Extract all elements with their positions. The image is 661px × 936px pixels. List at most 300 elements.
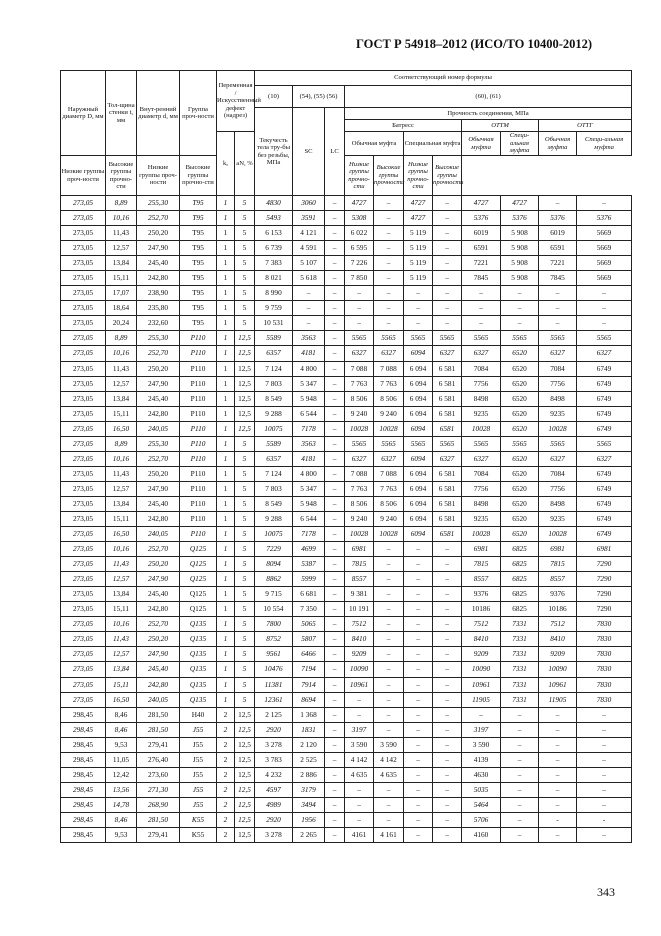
header-formula-number: Соответствующий номер формулы — [255, 71, 632, 86]
table-cell: 5 — [235, 466, 255, 481]
table-cell: – — [293, 301, 325, 316]
header-ottg-regular: Обычная муфта — [539, 132, 577, 156]
table-cell: 2 — [217, 797, 235, 812]
table-cell: 6327 — [433, 346, 462, 361]
table-cell: 6 094 — [404, 406, 433, 421]
table-cell: 298,45 — [61, 782, 106, 797]
table-cell: – — [325, 391, 345, 406]
table-cell: 3591 — [293, 211, 325, 226]
table-cell: – — [433, 812, 462, 827]
table-cell: 5 — [235, 557, 255, 572]
table-cell: 4181 — [293, 451, 325, 466]
page-number: 343 — [597, 885, 615, 899]
table-cell: 5 — [235, 587, 255, 602]
table-cell: 9 759 — [255, 301, 293, 316]
table-cell: P110 — [180, 527, 217, 542]
table-cell: 298,45 — [61, 797, 106, 812]
table-cell: – — [404, 647, 433, 662]
table-row — [61, 256, 632, 271]
table-cell: 1 — [217, 617, 235, 632]
table-row — [61, 722, 632, 737]
table-cell: 6 581 — [433, 406, 462, 421]
table-cell: 4181 — [293, 346, 325, 361]
table-cell: 1 — [217, 406, 235, 421]
table-cell: 6825 — [501, 542, 539, 557]
table-cell: 1831 — [293, 722, 325, 737]
table-cell: 11381 — [255, 677, 293, 692]
table-cell: 7845 — [539, 271, 577, 286]
table-cell: 5706 — [462, 812, 501, 827]
table-cell: – — [404, 767, 433, 782]
table-cell: 273,05 — [61, 436, 106, 451]
table-cell: Q135 — [180, 632, 217, 647]
table-cell: – — [501, 812, 539, 827]
table-cell: 279,41 — [137, 827, 180, 842]
table-cell: 5 908 — [501, 271, 539, 286]
header-high-2: Высокие группы прочно-сти — [180, 156, 217, 196]
table-cell: 10961 — [462, 677, 501, 692]
table-cell: 12,5 — [235, 752, 255, 767]
header-high-3: Высокие группы прочности — [374, 156, 404, 196]
table-cell: 6 094 — [404, 466, 433, 481]
table-cell: 13,84 — [106, 391, 137, 406]
table-cell: 5565 — [433, 436, 462, 451]
table-cell: 4 635 — [345, 767, 374, 782]
table-cell: 8498 — [539, 496, 577, 511]
table-cell: 273,05 — [61, 271, 106, 286]
table-cell: J55 — [180, 722, 217, 737]
table-row — [61, 406, 632, 421]
table-cell: – — [325, 737, 345, 752]
table-row — [61, 391, 632, 406]
table-cell: 5 107 — [293, 256, 325, 271]
table-cell: 5035 — [462, 782, 501, 797]
table-cell: – — [345, 812, 374, 827]
table-cell: 5 — [235, 542, 255, 557]
table-cell: 273,05 — [61, 602, 106, 617]
table-cell: 279,41 — [137, 737, 180, 752]
table-cell: Q125 — [180, 587, 217, 602]
table-cell: 10090 — [345, 662, 374, 677]
table-cell: 8862 — [255, 572, 293, 587]
table-cell: 5376 — [501, 211, 539, 226]
table-cell: – — [501, 827, 539, 842]
table-row — [61, 767, 632, 782]
header-ottg-special: Специ-альная муфта — [577, 132, 632, 156]
table-cell: 1 — [217, 451, 235, 466]
table-cell: 6 022 — [345, 226, 374, 241]
table-cell: 9 240 — [374, 511, 404, 526]
table-cell: 6981 — [539, 542, 577, 557]
table-cell: 9235 — [462, 511, 501, 526]
table-row — [61, 271, 632, 286]
table-cell: 5 618 — [293, 271, 325, 286]
table-cell: P110 — [180, 511, 217, 526]
table-cell: – — [325, 226, 345, 241]
table-cell: 238,90 — [137, 286, 180, 301]
table-cell: 6520 — [501, 496, 539, 511]
table-cell: 10028 — [345, 421, 374, 436]
table-row — [61, 587, 632, 602]
table-cell: 5999 — [293, 572, 325, 587]
table-cell: 10075 — [255, 421, 293, 436]
table-cell: 11,43 — [106, 226, 137, 241]
table-cell: 8 506 — [345, 391, 374, 406]
table-cell: Q125 — [180, 557, 217, 572]
table-cell: – — [374, 316, 404, 331]
table-cell: 8498 — [462, 391, 501, 406]
table-cell: 6094 — [404, 527, 433, 542]
table-cell: 6825 — [501, 602, 539, 617]
table-cell: 7756 — [539, 376, 577, 391]
table-cell: 10075 — [255, 527, 293, 542]
table-cell: 1 — [217, 496, 235, 511]
table-cell: – — [539, 782, 577, 797]
table-cell: 6591 — [539, 241, 577, 256]
table-cell: – — [539, 797, 577, 812]
table-cell: 4 800 — [293, 361, 325, 376]
table-cell: 1 — [217, 692, 235, 707]
header-formula-60: (60), (61) — [345, 86, 632, 108]
table-cell: – — [577, 196, 632, 211]
table-cell: – — [501, 782, 539, 797]
table-cell: – — [433, 241, 462, 256]
table-cell: – — [345, 797, 374, 812]
table-cell: – — [325, 677, 345, 692]
table-cell: 4 232 — [255, 767, 293, 782]
table-cell: – — [325, 376, 345, 391]
table-cell: – — [433, 782, 462, 797]
table-cell: Q135 — [180, 662, 217, 677]
table-cell: 5 908 — [501, 241, 539, 256]
header-ottg: ОТТГ — [539, 120, 632, 132]
table-cell: 5 — [235, 241, 255, 256]
table-cell: 7229 — [255, 542, 293, 557]
table-cell: 6749 — [577, 391, 632, 406]
table-cell: 14,78 — [106, 797, 137, 812]
table-cell: 3 590 — [374, 737, 404, 752]
table-cell: Q135 — [180, 647, 217, 662]
table-cell: 6327 — [433, 451, 462, 466]
table-cell: 5 119 — [404, 226, 433, 241]
table-cell: 12,5 — [235, 391, 255, 406]
table-cell: – — [325, 527, 345, 542]
table-cell: – — [325, 557, 345, 572]
table-row — [61, 617, 632, 632]
table-cell: 7 226 — [345, 256, 374, 271]
table-cell: 6520 — [501, 376, 539, 391]
table-cell: 5464 — [462, 797, 501, 812]
table-cell: 10028 — [374, 421, 404, 436]
table-cell: 5 — [235, 286, 255, 301]
table-row — [61, 707, 632, 722]
table-cell: 1 — [217, 331, 235, 346]
table-cell: 2 — [217, 827, 235, 842]
table-cell: 11,05 — [106, 752, 137, 767]
table-cell: 7800 — [255, 617, 293, 632]
table-cell: - — [577, 812, 632, 827]
table-cell: 8 506 — [374, 496, 404, 511]
table-cell: 240,05 — [137, 421, 180, 436]
table-cell: 8,89 — [106, 196, 137, 211]
table-cell: 273,05 — [61, 301, 106, 316]
table-cell: 245,40 — [137, 662, 180, 677]
table-cell: 7830 — [577, 617, 632, 632]
table-cell: 4 591 — [293, 241, 325, 256]
table-cell: 7830 — [577, 677, 632, 692]
header-high-4: Высокие группы прочности — [433, 156, 462, 196]
table-cell: – — [374, 196, 404, 211]
table-cell: 7331 — [501, 647, 539, 662]
table-cell: 12,57 — [106, 647, 137, 662]
table-cell: 273,05 — [61, 196, 106, 211]
table-cell: 273,05 — [61, 481, 106, 496]
table-cell: 16,50 — [106, 692, 137, 707]
table-cell: 7 088 — [345, 466, 374, 481]
table-cell: 273,05 — [61, 677, 106, 692]
table-cell: 5 — [235, 301, 255, 316]
table-cell: 2 — [217, 752, 235, 767]
table-cell: 1 — [217, 587, 235, 602]
table-cell: 298,45 — [61, 722, 106, 737]
table-cell: – — [433, 827, 462, 842]
table-cell: 8410 — [539, 632, 577, 647]
table-cell: 4727 — [404, 211, 433, 226]
table-row — [61, 436, 632, 451]
table-cell: 5669 — [577, 241, 632, 256]
table-cell: 7194 — [293, 662, 325, 677]
table-cell: 12,5 — [235, 722, 255, 737]
table-cell: 2 — [217, 812, 235, 827]
table-cell: 8094 — [255, 557, 293, 572]
table-cell: – — [325, 692, 345, 707]
table-cell: 6 581 — [433, 496, 462, 511]
table-cell: – — [577, 737, 632, 752]
table-cell: – — [433, 722, 462, 737]
table-cell: 273,05 — [61, 316, 106, 331]
table-cell: 4727 — [462, 196, 501, 211]
table-cell: 8,89 — [106, 331, 137, 346]
table-cell: – — [404, 782, 433, 797]
table-cell: 5 119 — [404, 271, 433, 286]
table-cell: 1 — [217, 226, 235, 241]
table-cell: – — [293, 316, 325, 331]
table-cell: – — [433, 797, 462, 812]
table-cell: 1 — [217, 211, 235, 226]
table-cell: 7178 — [293, 527, 325, 542]
table-cell: 6 581 — [433, 481, 462, 496]
table-cell: 3563 — [293, 436, 325, 451]
table-cell: 273,05 — [61, 511, 106, 526]
table-cell: 9235 — [539, 406, 577, 421]
table-cell: 5 — [235, 256, 255, 271]
table-cell: 1 — [217, 391, 235, 406]
table-cell: 9235 — [462, 406, 501, 421]
table-cell: – — [501, 707, 539, 722]
table-cell: 7 803 — [255, 376, 293, 391]
table-cell: 9209 — [539, 647, 577, 662]
table-row — [61, 301, 632, 316]
table-cell: 1 — [217, 542, 235, 557]
table-cell: 8752 — [255, 632, 293, 647]
table-cell: 255,30 — [137, 436, 180, 451]
table-cell: 6825 — [501, 557, 539, 572]
table-cell: 273,05 — [61, 331, 106, 346]
table-cell: P110 — [180, 406, 217, 421]
table-cell: 10028 — [539, 527, 577, 542]
table-cell: – — [325, 331, 345, 346]
table-cell: 7512 — [539, 617, 577, 632]
table-cell: – — [539, 722, 577, 737]
table-cell: – — [433, 301, 462, 316]
table-cell: 4 800 — [293, 466, 325, 481]
table-cell: 5 347 — [293, 481, 325, 496]
table-cell: 7331 — [501, 677, 539, 692]
table-row — [61, 797, 632, 812]
table-cell: – — [325, 421, 345, 436]
table-cell: 4830 — [255, 196, 293, 211]
table-cell: 10,16 — [106, 542, 137, 557]
table-cell: 12,57 — [106, 376, 137, 391]
table-cell: 273,05 — [61, 587, 106, 602]
table-cell: – — [374, 271, 404, 286]
table-cell: 245,40 — [137, 587, 180, 602]
table-cell: 4 121 — [293, 226, 325, 241]
table-cell: 250,20 — [137, 557, 180, 572]
table-cell: 5 — [235, 527, 255, 542]
table-cell: 6520 — [501, 527, 539, 542]
table-cell: 242,80 — [137, 271, 180, 286]
table-cell: 242,80 — [137, 406, 180, 421]
table-cell: 7290 — [577, 572, 632, 587]
header-ka: kₐ — [217, 132, 235, 196]
table-cell: – — [404, 737, 433, 752]
table-cell: 1 368 — [293, 707, 325, 722]
table-cell: 6749 — [577, 406, 632, 421]
table-cell: 6520 — [501, 391, 539, 406]
table-cell: 6019 — [539, 226, 577, 241]
table-cell: 3494 — [293, 797, 325, 812]
table-row — [61, 346, 632, 361]
header-special-coupling: Специальная муфта — [404, 132, 462, 156]
table-cell: – — [374, 662, 404, 677]
table-cell: 11,43 — [106, 361, 137, 376]
table-cell: 6981 — [345, 542, 374, 557]
table-cell: 6581 — [433, 527, 462, 542]
table-cell: – — [577, 767, 632, 782]
table-cell: – — [577, 827, 632, 842]
table-cell: 5493 — [255, 211, 293, 226]
table-cell: 5308 — [345, 211, 374, 226]
table-cell: 10090 — [462, 662, 501, 677]
table-cell: – — [404, 827, 433, 842]
table-row — [61, 466, 632, 481]
table-cell: 17,07 — [106, 286, 137, 301]
table-cell: – — [345, 782, 374, 797]
table-cell: 255,30 — [137, 331, 180, 346]
table-cell: 1 — [217, 527, 235, 542]
table-cell: – — [325, 587, 345, 602]
header-buttress: Батресс — [345, 120, 462, 132]
table-cell: – — [539, 301, 577, 316]
table-cell: 247,90 — [137, 647, 180, 662]
table-cell: 7830 — [577, 632, 632, 647]
table-cell: 6327 — [577, 346, 632, 361]
table-cell: 1 — [217, 316, 235, 331]
table-cell: 7512 — [462, 617, 501, 632]
table-cell: 5565 — [462, 436, 501, 451]
table-cell: 10090 — [539, 662, 577, 677]
table-cell: 3060 — [293, 196, 325, 211]
table-cell: 8498 — [462, 496, 501, 511]
table-cell: 247,90 — [137, 481, 180, 496]
table-cell: 3 783 — [255, 752, 293, 767]
table-cell: – — [501, 301, 539, 316]
table-cell: 6749 — [577, 421, 632, 436]
table-cell: 5 — [235, 211, 255, 226]
table-cell: 13,84 — [106, 587, 137, 602]
table-cell: 7756 — [539, 481, 577, 496]
table-cell: – — [374, 617, 404, 632]
table-cell: – — [325, 602, 345, 617]
table-cell: – — [433, 632, 462, 647]
table-cell: – — [577, 286, 632, 301]
table-cell: 3 590 — [462, 737, 501, 752]
header-an: aN, % — [235, 132, 255, 196]
table-cell: 5 — [235, 481, 255, 496]
table-cell: 6825 — [501, 587, 539, 602]
table-cell: 9376 — [462, 587, 501, 602]
table-cell: 6825 — [501, 572, 539, 587]
table-cell: 6749 — [577, 511, 632, 526]
table-cell: 5 119 — [404, 256, 433, 271]
table-cell: 7221 — [539, 256, 577, 271]
table-cell: T95 — [180, 196, 217, 211]
header-sc: SC — [293, 108, 325, 196]
table-row — [61, 557, 632, 572]
table-cell: – — [325, 722, 345, 737]
table-cell: 5565 — [577, 436, 632, 451]
table-cell: 1 — [217, 301, 235, 316]
table-cell: 273,05 — [61, 557, 106, 572]
table-cell: 10961 — [345, 677, 374, 692]
table-cell: – — [325, 812, 345, 827]
table-row — [61, 511, 632, 526]
table-cell: 10961 — [539, 677, 577, 692]
table-cell: – — [374, 301, 404, 316]
table-cell: 9,53 — [106, 737, 137, 752]
table-cell: 273,05 — [61, 692, 106, 707]
table-cell: – — [374, 782, 404, 797]
table-cell: – — [404, 722, 433, 737]
table-cell: 6 094 — [404, 511, 433, 526]
table-cell: 8 021 — [255, 271, 293, 286]
table-cell: 4727 — [404, 196, 433, 211]
table-cell: 15,11 — [106, 271, 137, 286]
table-cell: 5 — [235, 572, 255, 587]
table-cell: 281,50 — [137, 722, 180, 737]
table-cell: 10186 — [539, 602, 577, 617]
table-row — [61, 376, 632, 391]
table-cell: 6 544 — [293, 511, 325, 526]
table-cell: 20,24 — [106, 316, 137, 331]
table-cell: 4699 — [293, 542, 325, 557]
table-cell: 6357 — [255, 346, 293, 361]
table-cell: P110 — [180, 481, 217, 496]
table-cell: 11905 — [462, 692, 501, 707]
table-cell: 7815 — [539, 557, 577, 572]
table-cell: 1 — [217, 196, 235, 211]
